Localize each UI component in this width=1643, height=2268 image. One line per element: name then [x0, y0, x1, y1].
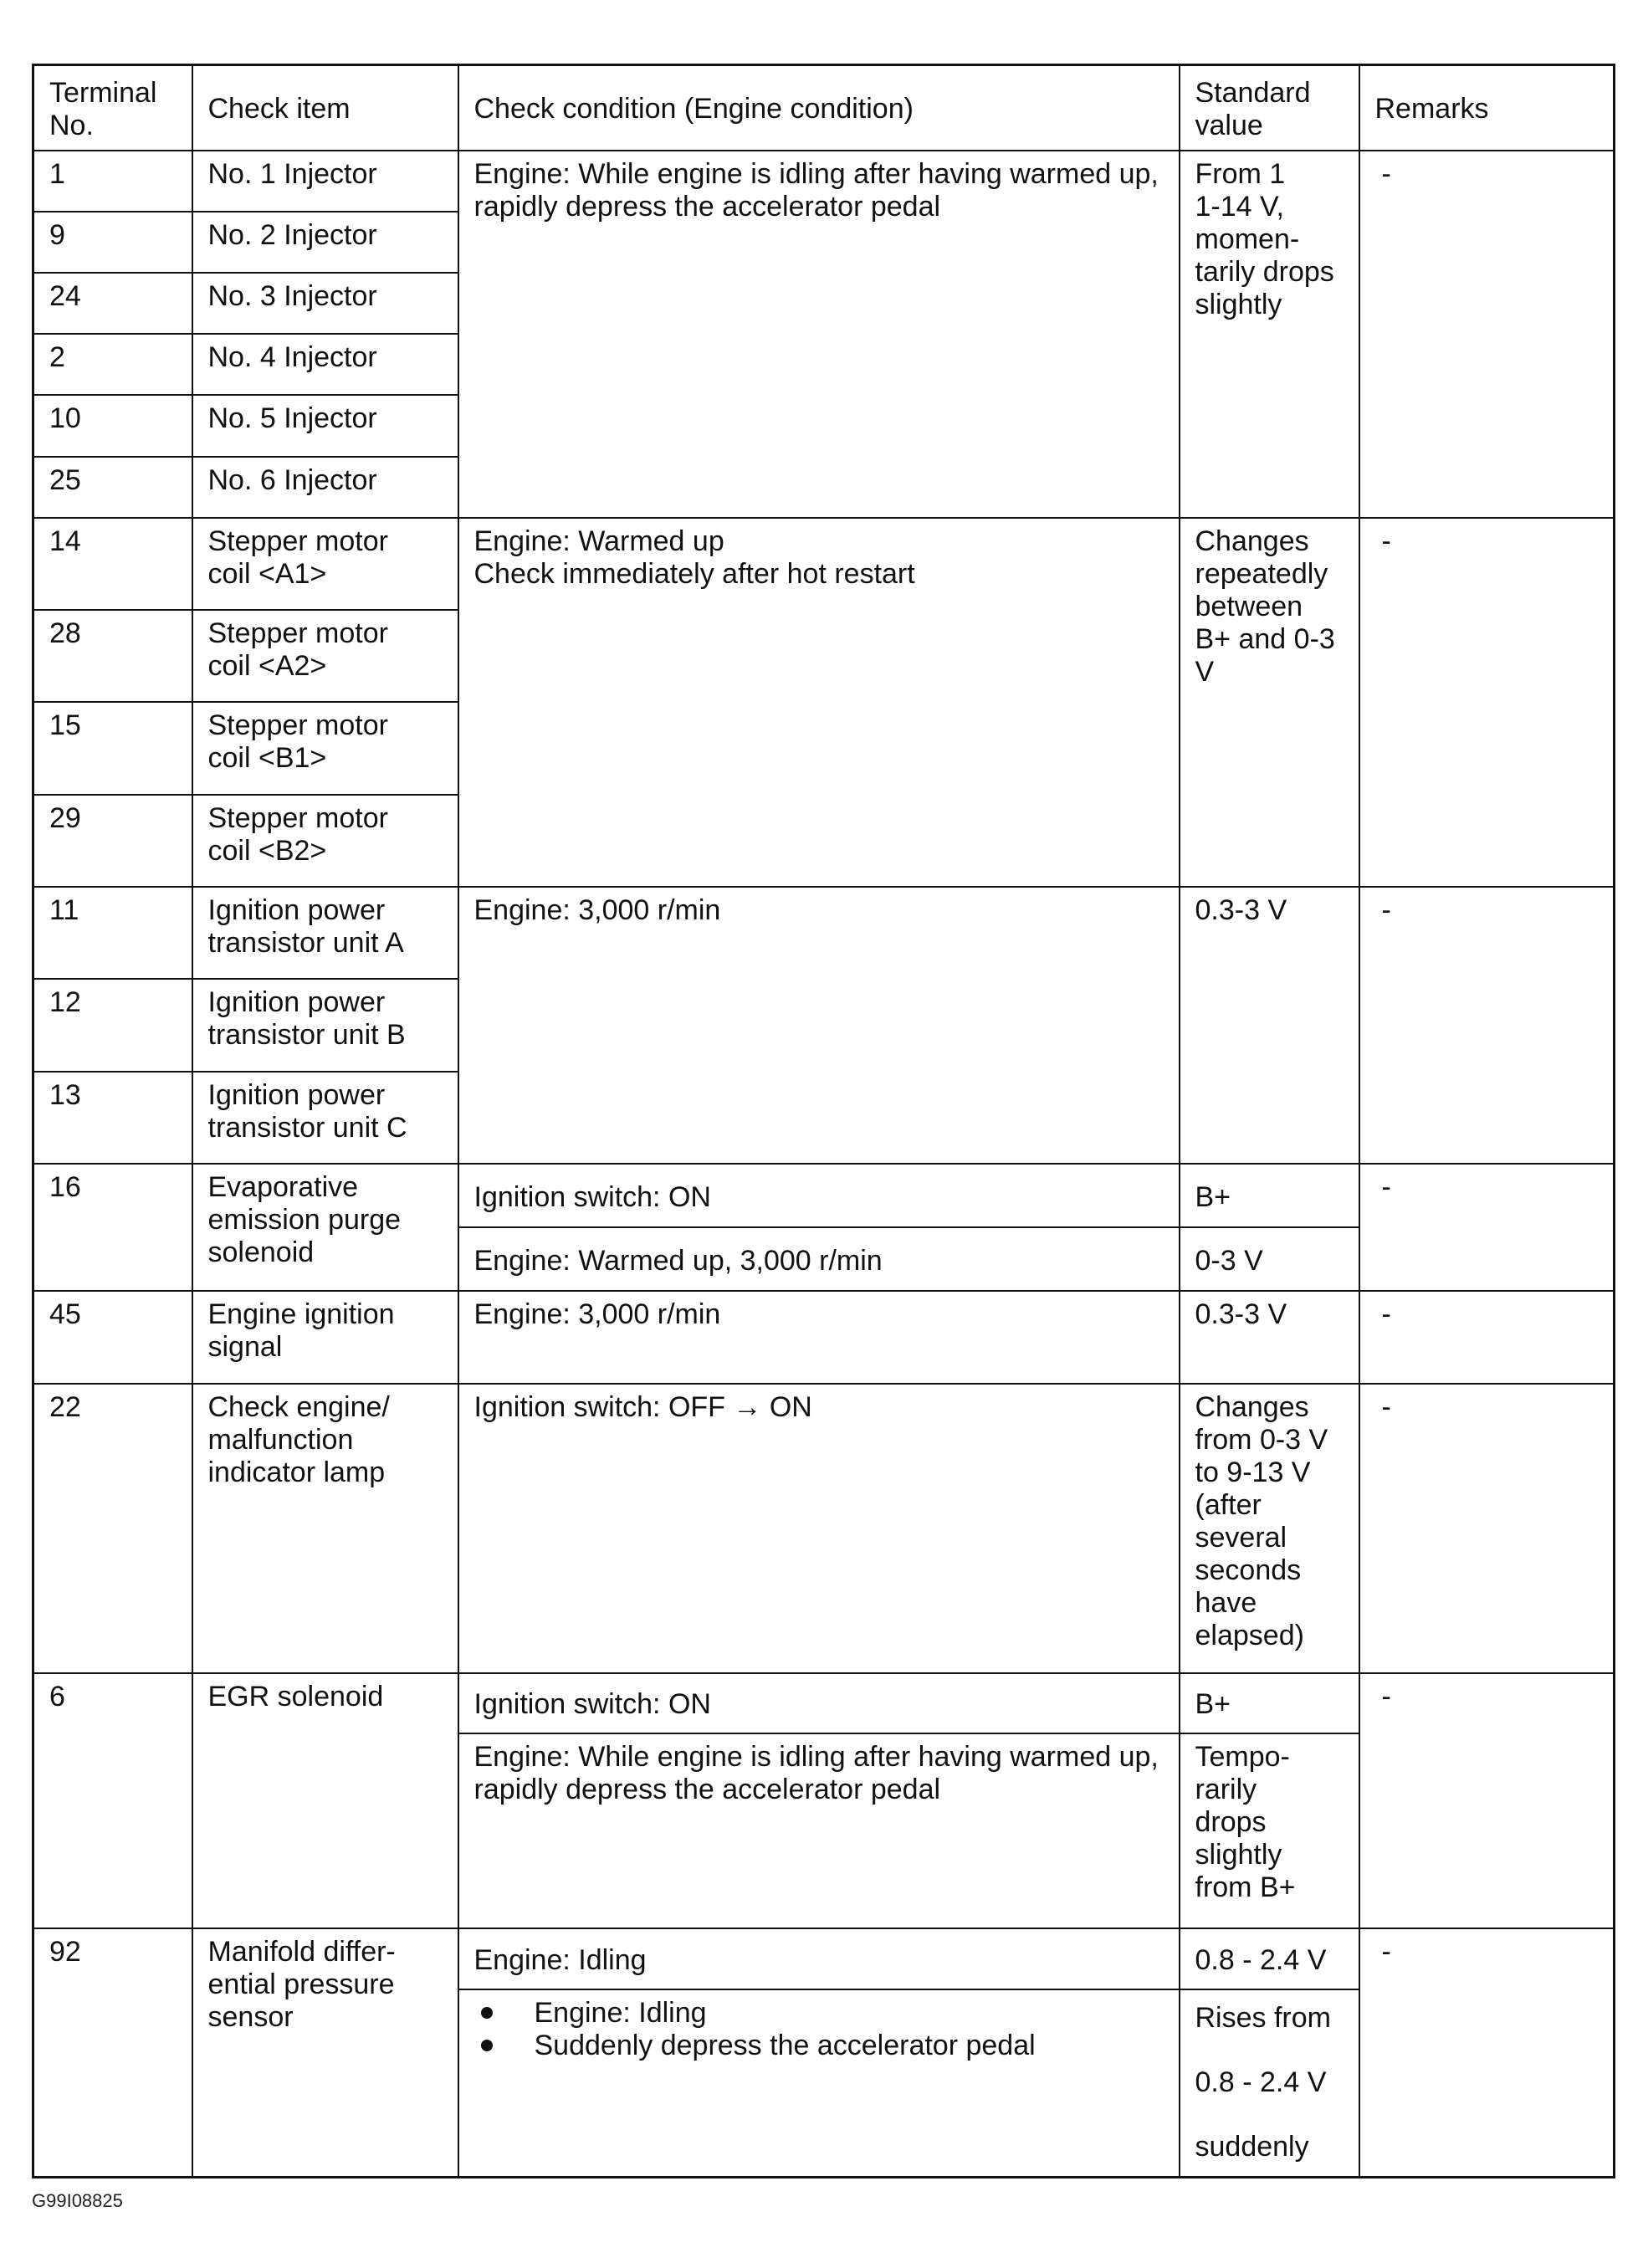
check-item: No. 4 Injector: [192, 334, 458, 395]
standard-value: B+: [1180, 1673, 1359, 1733]
table-row: [33, 518, 1615, 610]
check-condition: Engine: While engine is idling after having warmed up, rapidly depress the accelerator pedal: [458, 151, 1180, 518]
terminal-number: 45: [33, 1291, 192, 1383]
terminal-check-table: [32, 64, 1615, 2178]
terminal-number: 1: [33, 151, 192, 212]
check-condition: Ignition switch: ON: [458, 1164, 1180, 1227]
check-item: Stepper motor coil <A2>: [192, 610, 458, 702]
check-item: No. 2 Injector: [192, 212, 458, 273]
standard-value: [1180, 1989, 1359, 2178]
standard-value: 0.8 - 2.4 V: [1180, 1928, 1359, 1989]
bullet-item: Engine: Idling: [474, 1997, 1164, 2030]
check-condition: Engine: Idling: [458, 1928, 1180, 1989]
standard-value: From 1 1-14 V, momen- tarily drops slightly: [1180, 151, 1359, 518]
check-condition: Ignition switch: OFF → ON: [458, 1384, 1180, 1673]
table-row: [33, 1673, 1615, 1733]
check-item: No. 5 Injector: [192, 395, 458, 456]
check-item: Manifold differ- ential pressure sensor: [192, 1928, 458, 2178]
col-header-remarks: Remarks: [1359, 65, 1615, 151]
check-item: Check engine/ malfunction indicator lamp: [192, 1384, 458, 1673]
check-item: Stepper motor coil <B1>: [192, 702, 458, 794]
terminal-number: 29: [33, 795, 192, 887]
terminal-number: 15: [33, 702, 192, 794]
standard-value: Changes repeatedly between B+ and 0-3 V: [1180, 518, 1359, 887]
standard-value: 0.3-3 V: [1180, 887, 1359, 1164]
check-condition: Engine: 3,000 r/min: [458, 1291, 1180, 1383]
terminal-number: 25: [33, 457, 192, 518]
remarks: -: [1359, 1928, 1615, 2178]
header-row: [33, 65, 1615, 151]
check-item: Evaporative emission purge solenoid: [192, 1164, 458, 1291]
col-header-check-item: Check item: [192, 65, 458, 151]
remarks: -: [1359, 887, 1615, 1164]
standard-value: 0-3 V: [1180, 1227, 1359, 1291]
check-item: Stepper motor coil <A1>: [192, 518, 458, 610]
check-item: No. 6 Injector: [192, 457, 458, 518]
table-row: [33, 1164, 1615, 1227]
remarks: -: [1359, 518, 1615, 887]
col-header-check-condition: Check condition (Engine condition): [458, 65, 1180, 151]
remarks: -: [1359, 1164, 1615, 1291]
check-item: Ignition power transistor unit C: [192, 1072, 458, 1164]
terminal-number: 16: [33, 1164, 192, 1291]
standard-value-line: suddenly: [1195, 2130, 1309, 2163]
col-header-standard-value: Standard value: [1180, 65, 1359, 151]
check-item: Ignition power transistor unit A: [192, 887, 458, 979]
col-header-terminal: Terminal No.: [33, 65, 192, 151]
standard-value-line: Rises from: [1195, 2001, 1331, 2034]
terminal-number: 24: [33, 273, 192, 334]
check-condition: Engine: 3,000 r/min: [458, 887, 1180, 1164]
check-item: Ignition power transistor unit B: [192, 979, 458, 1071]
table-row: [33, 887, 1615, 979]
check-condition: [458, 1989, 1180, 2178]
check-item: Stepper motor coil <B2>: [192, 795, 458, 887]
table-row: [33, 151, 1615, 212]
check-item: No. 3 Injector: [192, 273, 458, 334]
terminal-number: 9: [33, 212, 192, 273]
check-item: Engine ignition signal: [192, 1291, 458, 1383]
check-item: EGR solenoid: [192, 1673, 458, 1928]
table-row: [33, 1384, 1615, 1673]
terminal-number: 28: [33, 610, 192, 702]
remarks: -: [1359, 1291, 1615, 1383]
check-condition: Engine: While engine is idling after having warmed up, rapidly depress the accelerator pedal: [458, 1733, 1180, 1928]
terminal-number: 13: [33, 1072, 192, 1164]
terminal-number: 6: [33, 1673, 192, 1928]
terminal-number: 12: [33, 979, 192, 1071]
remarks: -: [1359, 1673, 1615, 1928]
standard-value: B+: [1180, 1164, 1359, 1227]
check-condition: Ignition switch: ON: [458, 1673, 1180, 1733]
condition-bullet-list: [474, 1997, 1164, 2062]
remarks: -: [1359, 1384, 1615, 1673]
terminal-number: 10: [33, 395, 192, 456]
table-row: [33, 1928, 1615, 1989]
standard-value: Tempo- rarily drops slightly from B+: [1180, 1733, 1359, 1928]
terminal-number: 2: [33, 334, 192, 395]
bullet-item: Suddenly depress the accelerator pedal: [474, 2030, 1164, 2062]
terminal-number: 14: [33, 518, 192, 610]
table-row: [33, 1291, 1615, 1383]
check-item: No. 1 Injector: [192, 151, 458, 212]
standard-value-line: 0.8 - 2.4 V: [1195, 2066, 1327, 2098]
terminal-number: 92: [33, 1928, 192, 2178]
standard-value: 0.3-3 V: [1180, 1291, 1359, 1383]
figure-code: G99I08825: [32, 2190, 123, 2211]
terminal-number: 11: [33, 887, 192, 979]
standard-value: Changes from 0-3 V to 9-13 V (after several seconds have elapsed): [1180, 1384, 1359, 1673]
check-condition: Engine: Warmed up Check immediately after hot restart: [458, 518, 1180, 887]
terminal-number: 22: [33, 1384, 192, 1673]
remarks: -: [1359, 151, 1615, 518]
check-condition: Engine: Warmed up, 3,000 r/min: [458, 1227, 1180, 1291]
